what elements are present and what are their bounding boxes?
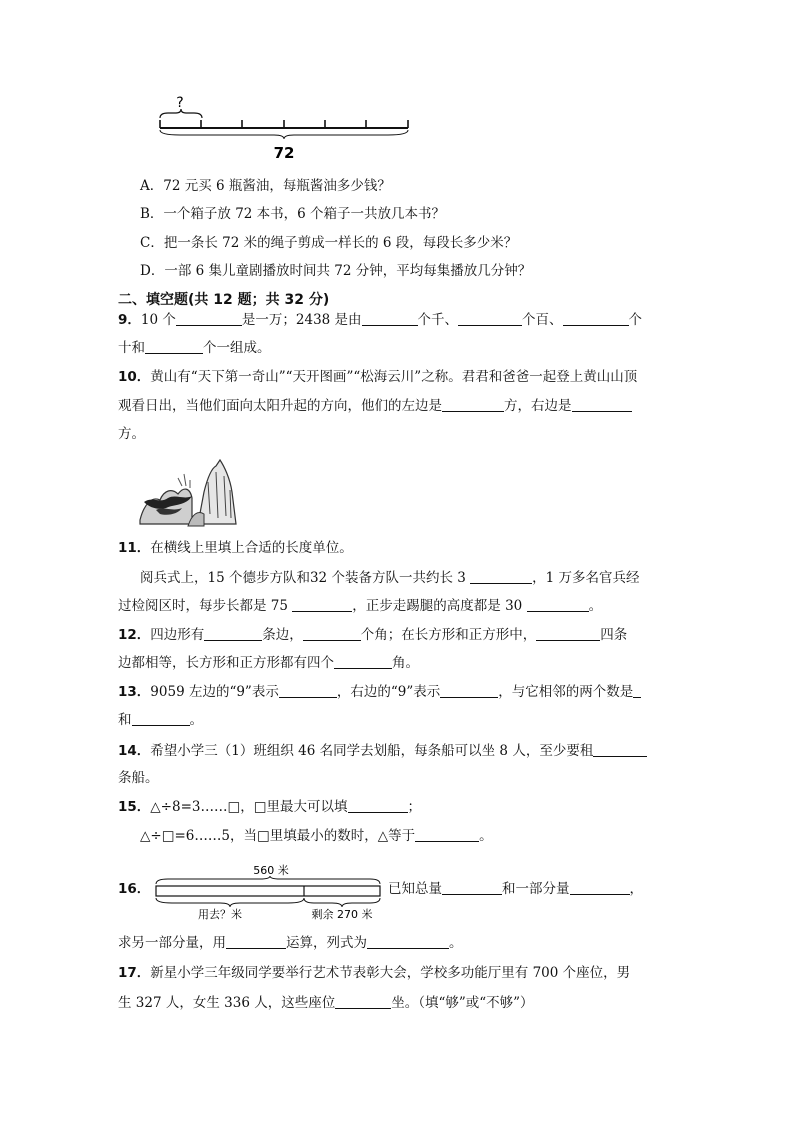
q10-line1: 10．黄山有“天下第一奇山”“天开图画”“松海云川”之称。君君和爸爸一起登上黄山山顶	[118, 369, 638, 385]
cliff-grass	[178, 474, 190, 488]
q11-line1: 11．在横线上里填上合适的长度单位。	[118, 540, 353, 556]
q17-number: 17．	[118, 965, 151, 981]
blank[interactable]	[536, 626, 600, 641]
q9-line2: 十和 个一组成。	[118, 340, 271, 356]
q12-line1: 12．四边形有 条边， 个角；在长方形和正方形中， 四条	[118, 627, 628, 643]
blank[interactable]	[334, 654, 392, 669]
bottom-brace	[160, 130, 408, 139]
q14-line1: 14．希望小学三（1）班组织 46 名同学去划船，每条船可以坐 8 人，至少要租	[118, 741, 647, 761]
blank[interactable]	[362, 311, 418, 326]
blank[interactable]	[458, 311, 522, 326]
blank[interactable]	[204, 626, 262, 641]
segment-diagram	[148, 858, 384, 922]
q14-number: 14．	[118, 743, 151, 759]
q13-line2: 和 。	[118, 712, 203, 728]
total-length-label: 560 米	[253, 864, 289, 877]
remain-brace	[304, 898, 380, 907]
blank[interactable]	[527, 597, 589, 612]
number-line-figure	[150, 92, 420, 164]
blank[interactable]	[335, 994, 391, 1009]
blank[interactable]	[279, 683, 337, 698]
blank[interactable]	[145, 339, 203, 354]
q10-line2: 观看日出，当他们面向太阳升起的方向，他们的左边是 方，右边是	[118, 396, 632, 416]
q14-line2: 条船。	[118, 770, 159, 786]
blank[interactable]	[440, 683, 498, 698]
q11-number: 11．	[118, 540, 151, 556]
q16-line1-text: 已知总量 和一部分量 ，	[388, 881, 643, 897]
blank[interactable]	[570, 880, 630, 895]
q15-line1: 15．△÷8=3……□，□里最大可以填 ；	[118, 799, 421, 815]
blank[interactable]	[442, 397, 504, 412]
blank[interactable]	[367, 934, 449, 949]
blank[interactable]	[348, 798, 408, 813]
section-heading: 二、填空题(共 12 题；共 32 分)	[118, 292, 330, 308]
q13-line1: 13．9059 左边的“9”表示 ，右边的“9”表示 ，与它相邻的两个数是	[118, 682, 641, 702]
q10-number: 10．	[118, 369, 151, 385]
used-brace	[156, 898, 304, 907]
blank[interactable]	[415, 827, 479, 842]
blank[interactable]	[176, 311, 242, 326]
q9-number: 9．	[118, 312, 141, 328]
q17-line1: 17．新星小学三年级同学要举行艺术节表彰大会，学校多功能厅里有 700 个座位，男	[118, 965, 631, 981]
blank[interactable]	[132, 711, 190, 726]
q17-line2: 生 327 人，女生 336 人，这些座位 坐。（填“够”或“不够”）	[118, 995, 534, 1011]
total-brace	[156, 876, 380, 884]
blank[interactable]	[470, 569, 532, 584]
q16-number: 16．	[118, 881, 151, 897]
q15-number: 15．	[118, 799, 151, 815]
total-label: 72	[273, 144, 295, 162]
huangshan-mountain-image	[138, 452, 240, 528]
option-b: B．一个箱子放 72 本书，6 个箱子一共放几本书？	[140, 206, 446, 222]
option-d: D．一部 6 集儿童剧播放时间共 72 分钟，平均每集播放几分钟？	[140, 263, 532, 279]
blank[interactable]	[442, 880, 502, 895]
blank[interactable]	[633, 683, 641, 698]
blank[interactable]	[292, 597, 352, 612]
q12-number: 12．	[118, 627, 151, 643]
blank[interactable]	[593, 742, 647, 757]
q13-number: 13．	[118, 684, 151, 700]
used-label: 用去？米	[198, 908, 242, 921]
q10-line3: 方。	[118, 426, 145, 442]
rope-bar	[156, 886, 380, 896]
q15-line2: △÷□=6……5，当□里填最小的数时，△等于 。	[140, 828, 493, 844]
blank[interactable]	[563, 311, 629, 326]
blank[interactable]	[226, 934, 286, 949]
blank[interactable]	[572, 397, 632, 412]
q9-line1: 9．10 个 是一万；2438 是由 个千、 个百、 个	[118, 312, 643, 328]
option-c: C．把一条长 72 米的绳子剪成一样长的 6 段，每段长多少米？	[140, 235, 518, 251]
top-brace	[160, 109, 202, 118]
blank[interactable]	[303, 626, 361, 641]
remain-label: 剩余 270 米	[311, 908, 373, 921]
question-mark: ?	[176, 95, 184, 111]
q16-number-line	[118, 879, 150, 899]
q11-line3: 过检阅区时，每步长都是 75 ，正步走踢腿的高度都是 30 。	[118, 598, 603, 614]
q16-line2: 求另一部分量，用 运算，列式为 。	[118, 935, 463, 951]
option-a: A．72 元买 6 瓶酱油，每瓶酱油多少钱？	[140, 178, 391, 194]
q12-line2: 边都相等，长方形和正方形都有四个 角。	[118, 655, 419, 671]
q11-line2: 阅兵式上，15 个德步方队和32 个装备方队一共约长 3 ，1 万多名官兵经	[140, 570, 640, 586]
